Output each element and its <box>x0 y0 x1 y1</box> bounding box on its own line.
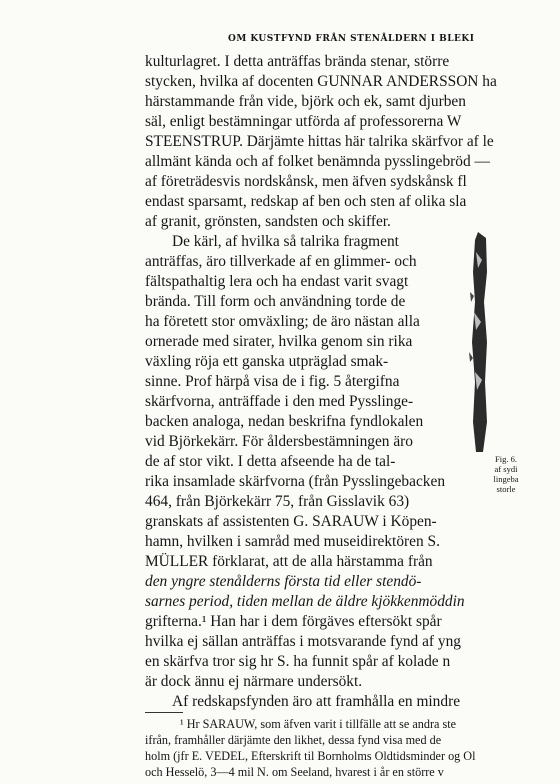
body-line: växling röja ett ganska utpräglad smak- <box>145 353 389 370</box>
body-line: ornerade med sirater, hvilka genom sin rika <box>145 333 413 350</box>
body-line: härstammande från vide, björk och ek, samt djurben <box>145 93 466 110</box>
body-line: fältspathaltig lera och ha endast varit svagt <box>145 273 409 290</box>
footnote-line: och Hesselö, 3—4 mil N. om Seeland, hvarest i år en större v <box>145 765 444 779</box>
body-line: De kärl, af hvilka så talrika fragment <box>172 233 399 250</box>
body-line: en skärfva tror sig hr S. ha funnit spår af kolade n <box>145 653 451 670</box>
body-line: hvilka ej sällan anträffas i motsvarande fynd af yng <box>145 633 461 650</box>
caption-line: lingeba <box>493 474 519 484</box>
footnote-line: ¹ Hr SARAUW, som äfven varit i tillfälle att se andra ste <box>180 717 457 731</box>
body-line: vid Björkekärr. För åldersbestämningen äro <box>145 433 413 450</box>
body-line: den yngre stenålderns första tid eller stendö- <box>145 573 422 590</box>
body-line: brända. Till form och användning torde de <box>145 293 406 310</box>
figure-caption <box>476 454 536 494</box>
body-line: af företrädesvis nordskånsk, men äfven sydskånsk fl <box>145 173 467 190</box>
body-line: sinne. Prof härpå visa de i fig. 5 återgifna <box>145 373 400 390</box>
caption-line: Fig. 6. <box>495 454 517 464</box>
body-line: kulturlagret. I detta anträffas brända stenar, större <box>145 53 450 70</box>
body-line: skärfvorna, anträffade i den med Pysslinge- <box>145 393 414 410</box>
body-line: ha företett stor omväxling; de äro nästan alla <box>145 313 420 330</box>
body-line: grifterna.¹ Han har i dem förgäves eftersökt spår <box>145 613 442 630</box>
body-line: granskats af assistenten G. SARAUW i Köpen- <box>145 513 437 530</box>
body-line: stycken, hvilka af docenten GUNNAR ANDERSSON ha <box>145 73 497 90</box>
footnote-line: ifrån, framhåller därjämte den likhet, dessa fynd visa med de <box>145 733 442 747</box>
body-line: sarnes period, tiden mellan de äldre kjökkenmöddin <box>145 593 465 610</box>
body-line: backen analoga, nedan beskrifna fyndlokalen <box>145 413 424 430</box>
body-line: allmänt kända och af folket benämnda pysslingebröd — <box>145 153 490 170</box>
body-line: de af stor vikt. I detta afseende ha de tal- <box>145 453 396 470</box>
body-line: endast sparsamt, redskap af ben och sten af olika sla <box>145 193 467 210</box>
caption-line: af sydi <box>494 464 518 474</box>
body-line: STEENSTRUP. Därjämte hittas här talrika skärfvor af le <box>145 133 494 150</box>
body-line: 464, från Björkekärr 75, från Gisslavik 63) <box>145 493 410 510</box>
caption-line: storle <box>496 484 516 494</box>
body-line: rika insamlade skärfvorna (från Pysslingebacken <box>145 473 446 490</box>
body-line: af granit, grönsten, sandsten och skiffer. <box>145 213 391 230</box>
body-line: anträffas, äro tillverkade af en glimmer- och <box>145 253 417 270</box>
body-line: MÜLLER förklarat, att de alla härstamma från <box>145 553 433 570</box>
body-line: är dock ännu ej närmare undersökt. <box>145 673 363 690</box>
body-line: Af redskapsfynden äro att framhålla en mindre <box>172 693 461 710</box>
footnote-rule <box>145 712 183 713</box>
footnote-line: holm (jfr E. VEDEL, Efterskrift til Bornholms Oldtidsminder og Ol <box>145 749 476 763</box>
pottery-figure-fragment <box>456 232 488 452</box>
body-line: säl, enligt bestämningar utförda af professorerna W <box>145 113 462 130</box>
running-header: OM KUSTFYND FRÅN STENÅLDERN I BLEKI <box>228 34 475 44</box>
body-line: hamn, hvilken i samråd med museidirektören S. <box>145 533 440 550</box>
